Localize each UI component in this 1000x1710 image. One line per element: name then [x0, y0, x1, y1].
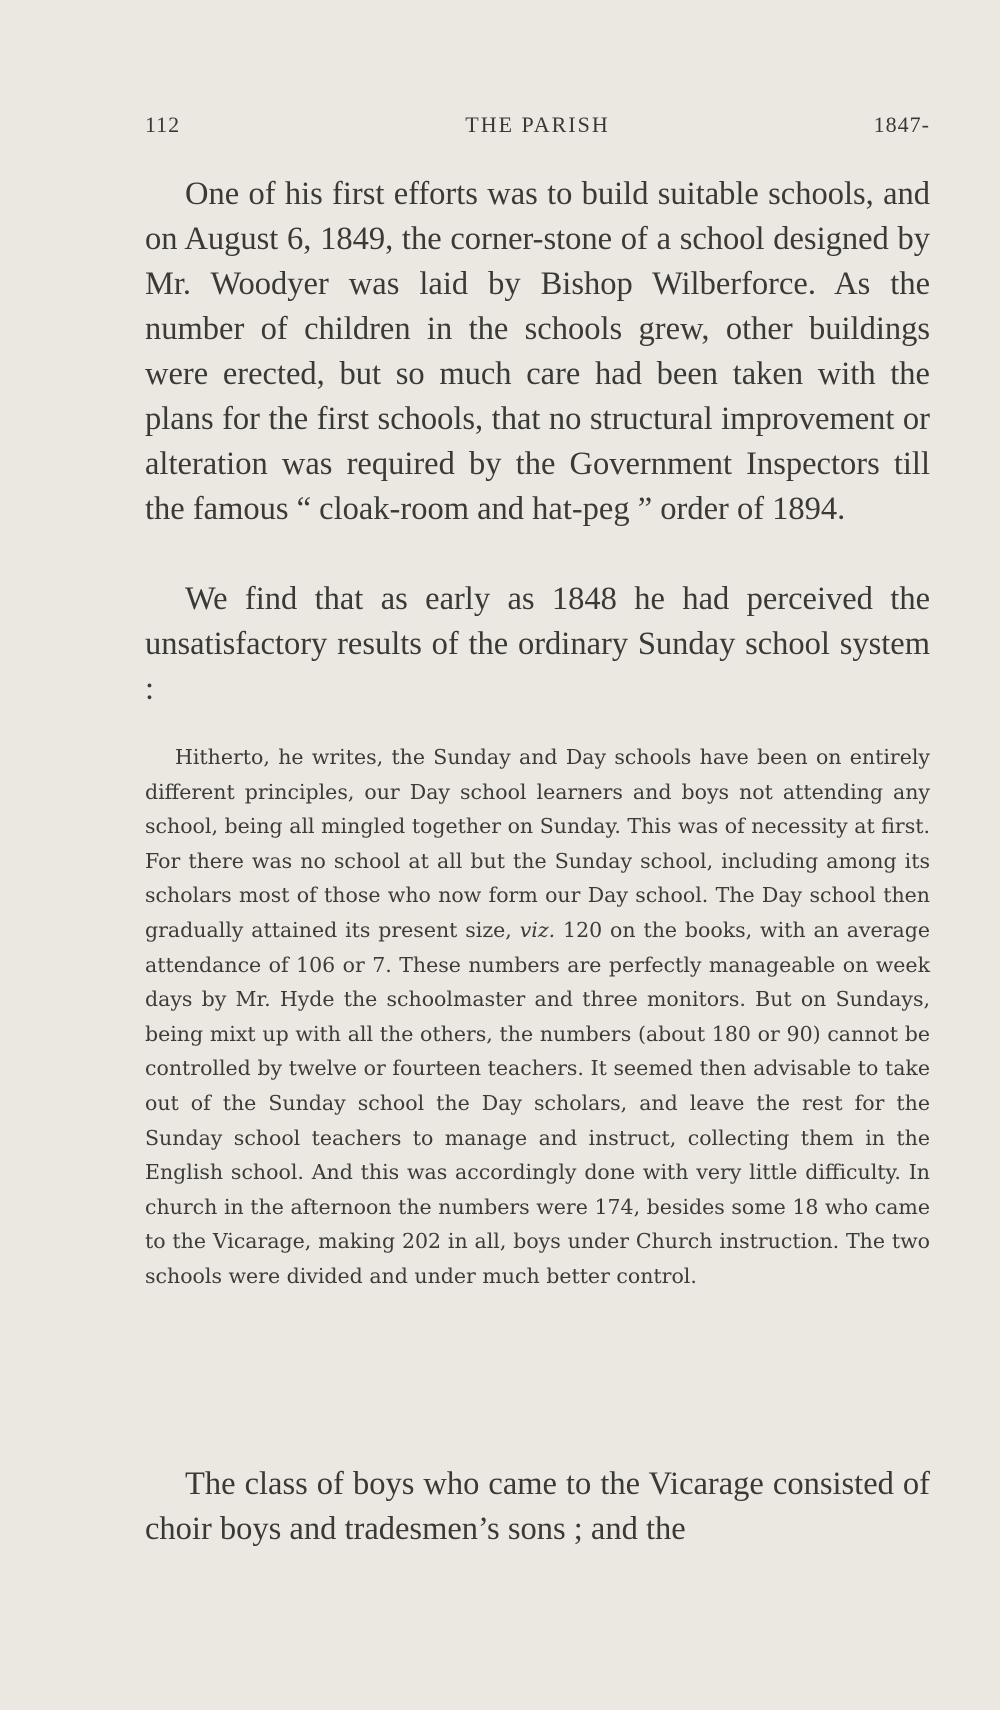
quotation-viz: viz. — [519, 917, 556, 942]
paragraph-sunday-school — [145, 577, 930, 712]
paragraph-text: The class of boys who came to the Vicarage consisted of choir boys and tradesmen’s sons ; and the — [145, 1466, 930, 1547]
paragraph-text: We find that as early as 1848 he had perceived the unsatisfactory results of the ordinary Sunday school system : — [145, 581, 930, 707]
paragraph-vicarage-class — [145, 1462, 930, 1552]
chapter-title: THE PARISH — [465, 112, 610, 137]
paragraph-schools — [145, 172, 930, 532]
block-quotation — [145, 740, 930, 1294]
quotation-text — [145, 740, 930, 1294]
running-head — [145, 112, 930, 142]
quotation-part-1: Hitherto, he writes, the Sunday and Day schools have been on entirely different principles, our Day school learners and boys not attending any school, being all mingled together on Sunday. This was of necessity at first. For there was no school at all but the Sunday school, including among its scholars most of those who now form our Day school. The Day school then gradually attained its present size, — [145, 745, 930, 942]
paragraph-text: One of his first efforts was to build suitable schools, and on August 6, 1849, the corner-stone of a school designed by Mr. Woodyer was laid by Bishop Wilberforce. As the number of children in the schools grew, other buildings were erected, but so much care had been taken with the plans for the first schools, that no structural improvement or alteration was required by the Government Inspectors till the famous “ cloak-room and hat-peg ” order of 1894. — [145, 176, 930, 527]
running-date: 1847- — [873, 112, 930, 137]
quotation-part-2: 120 on the books, with an average attendance of 106 or 7. These numbers are perfectly manageable on week days by Mr. Hyde the schoolmaster and three monitors. But on Sundays, being mixt up with all the others, the numbers (about 180 or 90) cannot be controlled by twelve or fourteen teachers. It seemed then advisable to take out of the Sunday school the Day scholars, and leave the rest for the Sunday school teachers to manage and instruct, collecting them in the English school. And this was accordingly done with very little difficulty. In church in the afternoon the numbers were 174, besides some 18 who came to the Vicarage, making 202 in all, boys under Church instruction. The two schools were divided and under much better control. — [145, 917, 930, 1288]
page-number: 112 — [145, 112, 181, 137]
